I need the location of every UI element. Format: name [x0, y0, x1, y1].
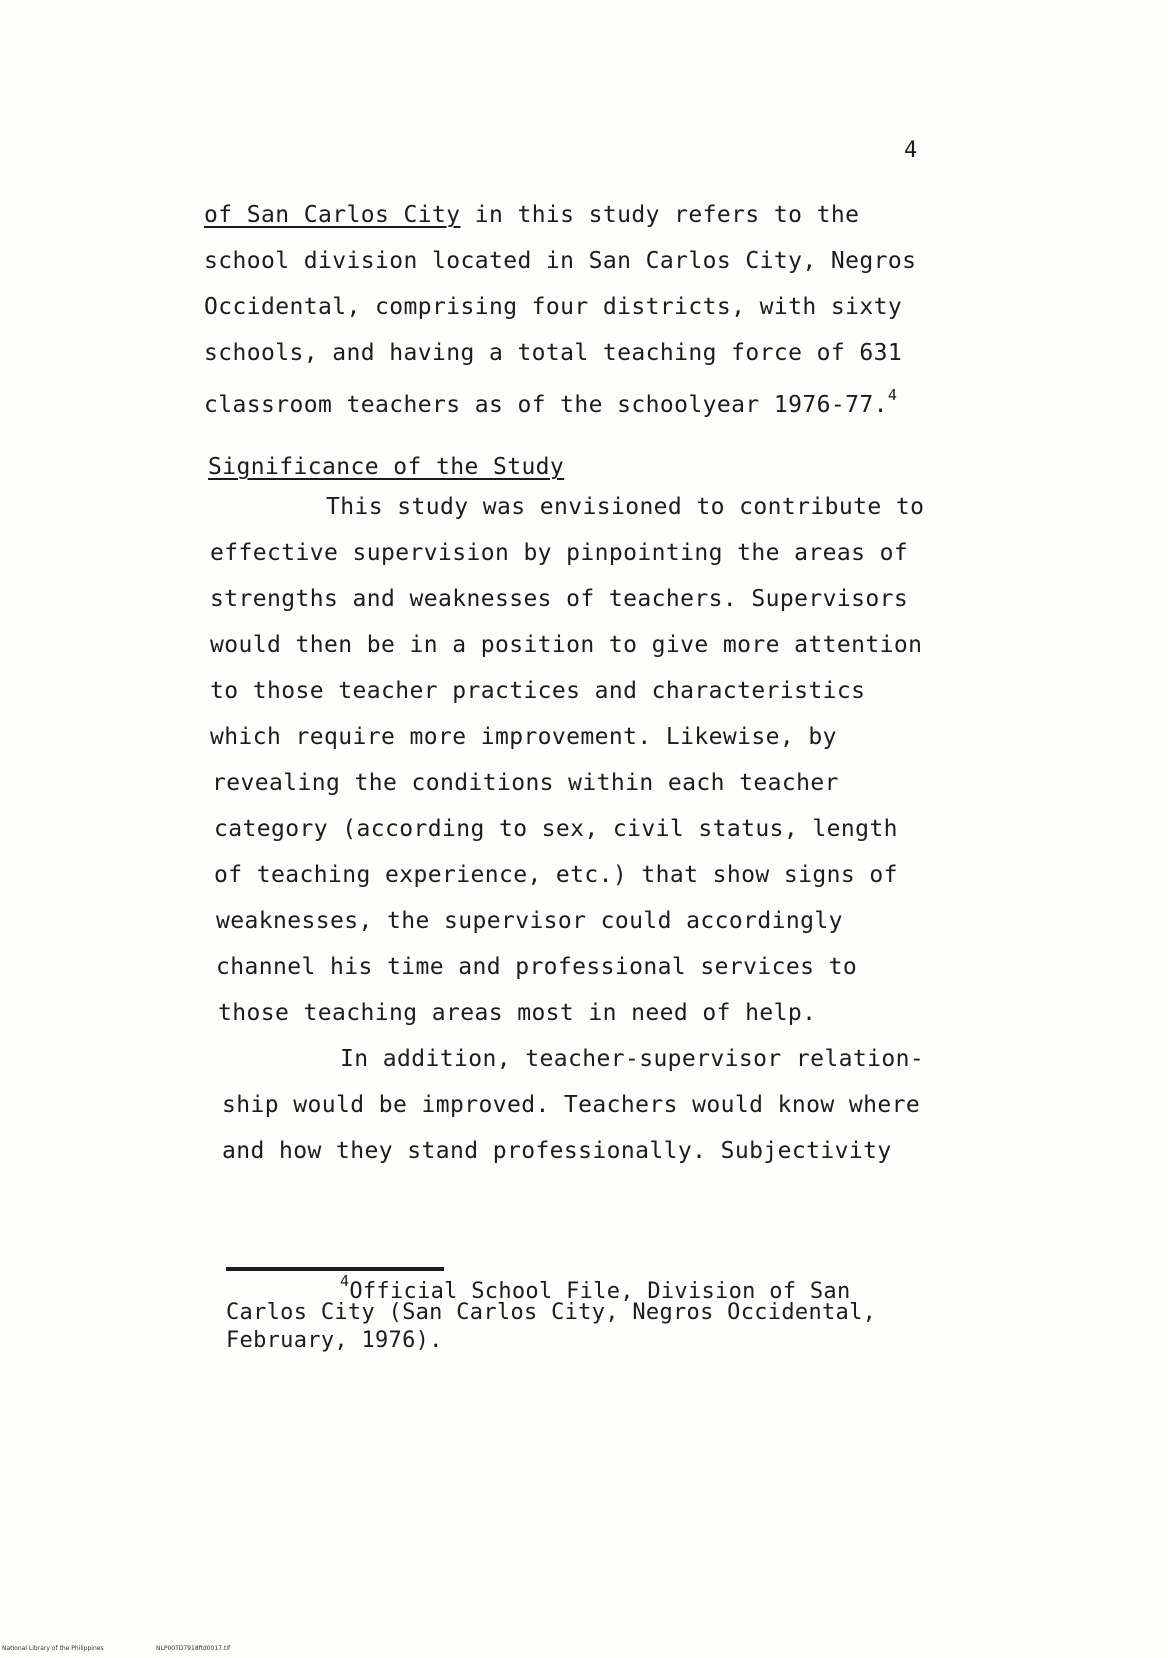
paragraph2-line: This study was envisioned to contribute to: [326, 494, 925, 520]
opening-line-rest: in this study refers to the: [460, 202, 860, 228]
paragraph1-line: schools, and having a total teaching force of 631: [204, 340, 903, 366]
paragraph1-line: school division located in San Carlos City, Negros: [204, 248, 917, 274]
footnote-marker: 4: [340, 1272, 350, 1290]
footnote-line: February, 1976).: [226, 1328, 443, 1353]
paragraph1-line: classroom teachers as of the schoolyear 1976-77.: [204, 392, 888, 418]
paragraph2-line: revealing the conditions within each teacher: [212, 770, 839, 796]
paragraph2-line: strengths and weaknesses of teachers. Supervisors: [210, 586, 909, 612]
page-number: 4: [904, 138, 918, 163]
paragraph3-line: and how they stand professionally. Subjectivity: [222, 1138, 892, 1164]
footnote-line: Official School File, Division of San: [349, 1279, 851, 1304]
footnote-rule: [226, 1267, 444, 1271]
paragraph2-line: of teaching experience, etc.) that show signs of: [214, 862, 898, 888]
paragraph1-line: Occidental, comprising four districts, with sixty: [204, 294, 903, 320]
opening-line: [204, 202, 859, 228]
paragraph1-line-last: [204, 386, 897, 418]
library-credit: National Library of the Philippines: [2, 1645, 104, 1652]
term-underlined: of San Carlos City: [204, 202, 461, 228]
paragraph2-line: effective supervision by pinpointing the areas of: [210, 540, 909, 566]
footnote-reference: 4: [887, 386, 898, 404]
section-heading: Significance of the Study: [208, 454, 565, 480]
paragraph3-line: ship would be improved. Teachers would know where: [222, 1092, 921, 1118]
paragraph2-line: weaknesses, the supervisor could accordingly: [216, 908, 843, 934]
paragraph2-line: category (according to sex, civil status, length: [214, 816, 898, 842]
paragraph2-line: those teaching areas most in need of help.: [218, 1000, 817, 1026]
paragraph2-line: which require more improvement. Likewise, by: [210, 724, 837, 750]
paragraph2-line: channel his time and professional services to: [216, 954, 858, 980]
paragraph2-line: to those teacher practices and characteristics: [210, 678, 866, 704]
file-name: NLP00TD7918ftd0017.tif: [156, 1645, 231, 1652]
paragraph3-line: In addition, teacher-supervisor relation-: [340, 1046, 925, 1072]
paragraph2-line: would then be in a position to give more attention: [210, 632, 923, 658]
footnote-line: Carlos City (San Carlos City, Negros Occidental,: [226, 1300, 877, 1325]
